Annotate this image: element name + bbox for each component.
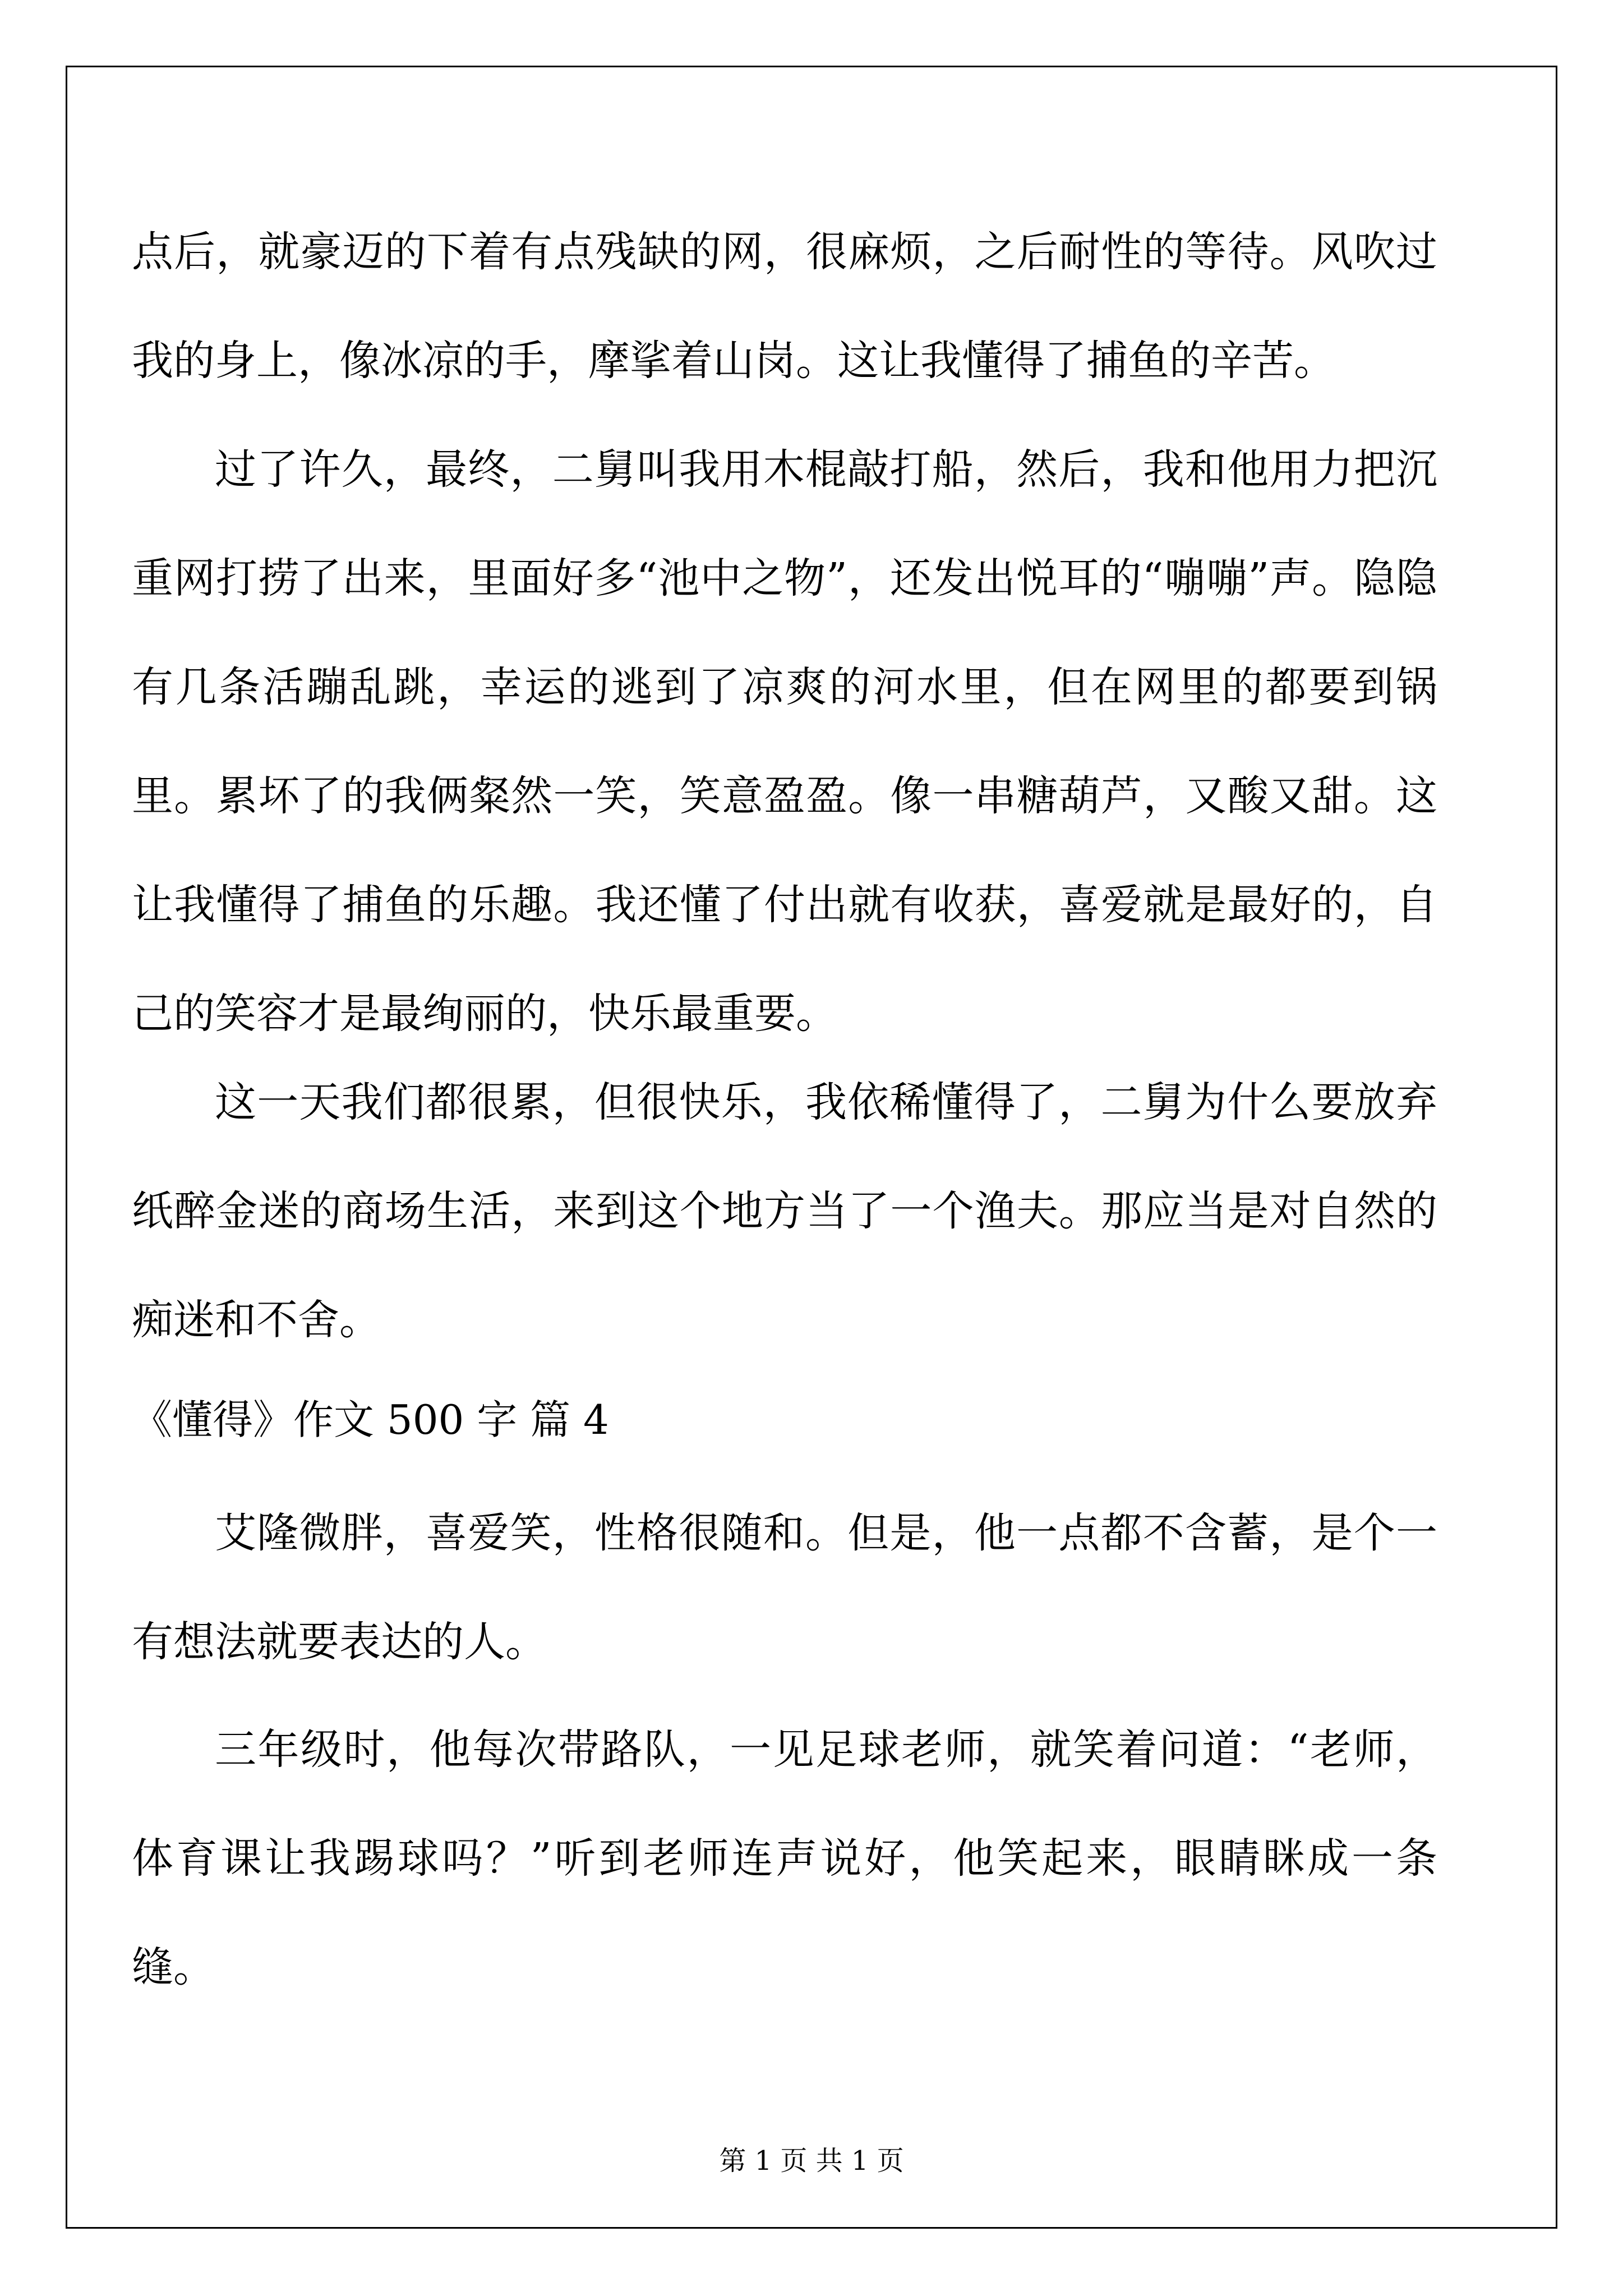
paragraph-2: 过了许久，最终，二舅叫我用木棍敲打船，然后，我和他用力把沉重网打捞了出来，里面好多“池中之物”，还发出悦耳的“嘣嘣”声。隐隐有几条活蹦乱跳，幸运的逃到了凉爽的河水里，但在网里的都要到锅里。累坏了的我俩粲然一笑，笑意盈盈。像一串糖葫芦，又酸又甜。这让我懂得了捕鱼的乐趣。我还懂了付出就有收获，喜爱就是最好的，自己的笑容才是最绚丽的，快乐最重要。	[132, 445, 1437, 1038]
paragraph-3: 这一天我们都很累，但很快乐，我依稀懂得了，二舅为什么要放弃纸醉金迷的商场生活，来到这个地方当了一个渔夫。那应当是对自然的痴迷和不舍。	[132, 1078, 1437, 1344]
paragraph-4: 艾隆微胖，喜爱笑，性格很随和。但是，他一点都不含蓄，是个一有想法就要表达的人。	[132, 1509, 1437, 1666]
paragraph-1: 点后，就豪迈的下着有点残缺的网，很麻烦，之后耐性的等待。风吹过我的身上，像冰凉的手，摩挲着山岗。这让我懂得了捕鱼的辛苦。	[132, 228, 1437, 385]
section-heading: 《懂得》作文 500 字 篇 4	[132, 1396, 609, 1443]
paragraph-5: 三年级时，他每次带路队，一见足球老师，就笑着问道：“老师，体育课让我踢球吗？”听到老师连声说好，他笑起来，眼睛眯成一条缝。	[132, 1726, 1437, 1991]
page-footer: 第 1 页 共 1 页	[719, 2145, 904, 2177]
